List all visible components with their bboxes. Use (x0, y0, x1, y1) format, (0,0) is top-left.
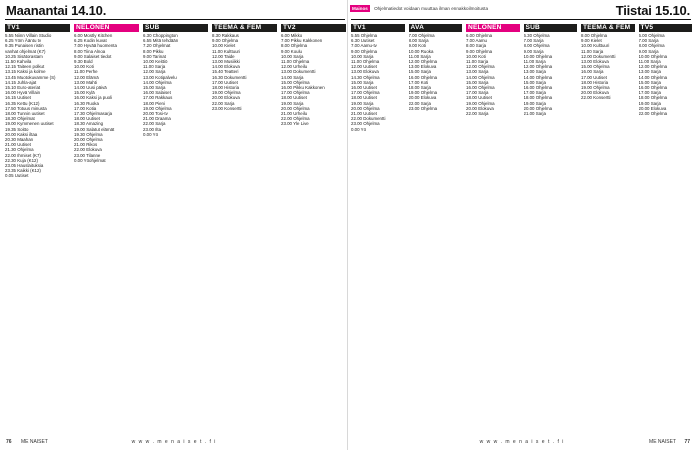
programme-listing: 13.00 Sarja (638, 69, 661, 75)
programme-listing: 8.00 Ohjelma (638, 43, 665, 49)
right-page-number: 77 (684, 439, 690, 445)
programme-listing: 9.00 Salaiset tiedot (74, 53, 112, 59)
programme-listing: 20.00 Ohjelma (523, 105, 553, 111)
listing-column (466, 22, 520, 434)
programme-listing: 11.50 Kahvila (5, 59, 32, 65)
programme-listing: 11.00 Ohjelma (351, 59, 380, 65)
channel-header: SUB (143, 24, 208, 32)
channel-header: TV2 (281, 24, 346, 32)
listing-column (524, 22, 578, 434)
programme-listing: 7.00 Pikku Kakkonen (281, 38, 323, 44)
programme-listing: 22.00 Sarja (466, 111, 489, 117)
programme-listing: 14.00 Uusi päivä (74, 85, 107, 91)
programme-listing: 18.00 Uutiset (281, 95, 307, 101)
ad-banner-text: Ohjelmatiedot voidaan muuttaa ilman ennakkoilmoitusta (374, 6, 488, 11)
programme-listing: 15.00 Sarja (638, 79, 661, 85)
programme-listing: 8.00 Ohjelma (523, 43, 550, 49)
programme-listing: 23.35 Kaikki (K12) (5, 168, 41, 174)
programme-listing: 14.15 Juhla-ajat (5, 79, 37, 85)
programme-listing: 8.00 Ohjelma (281, 43, 308, 49)
programme-listing: 13.00 Mahti (74, 79, 97, 85)
programme-listing: 7.00 Hyvää huomenta (74, 43, 117, 49)
programme-listing: 22.00 Konsertti (581, 95, 611, 101)
listing-column (639, 22, 693, 434)
programme-listing: 10.25 Sisätorastam (5, 53, 43, 59)
programme-listing: 18.00 Pieni (143, 100, 165, 106)
programme-listing: 19.00 Ohjelma (408, 90, 438, 96)
programme-listing: 13.00 Kotipalvelu (143, 74, 177, 80)
programme-listing: 17.00 Koti (408, 79, 429, 85)
programme-listing: vanhat ohjelmat (K7) (5, 48, 46, 54)
programme-listing: 10.00 Ohjelma (523, 53, 553, 59)
programme-listing: 15.00 Ohjelma (581, 64, 610, 70)
programme-listing: 6.25 Yöm Ääntu tv (5, 38, 42, 44)
programme-listing: 18.00 Uutiset (351, 95, 377, 101)
programme-listing: 19.00 Salatut elämät (74, 126, 115, 132)
programme-listing: 18.30 Ohjelmat (5, 116, 35, 122)
programme-listing: 17.00 Ohjelma (281, 90, 310, 96)
programme-listing: 7.20 Ohjelmat (143, 43, 171, 49)
programme-listing: 18.00 Ohjelma (638, 95, 668, 101)
programme-listing: 19.00 Sarja (638, 100, 661, 106)
programme-listing: 10.00 Ohjelma (638, 53, 668, 59)
programme-listing: 19.00 Sarja (351, 100, 374, 106)
programme-listing: 15.00 Ohjelma (281, 79, 310, 85)
listing-column (409, 22, 463, 434)
channel-header: TEEMA & FEM (212, 24, 277, 32)
programme-listing: 7.00 Aamu-tv (351, 43, 377, 49)
programme-listing: 19.00 Ohjelma (581, 85, 610, 91)
programme-listing: 13.15 Kaksi ja kolme (5, 69, 46, 75)
programme-listing: 9.00 Kielet (581, 38, 602, 44)
programme-listing: 19.00 Sarja (281, 100, 304, 106)
programme-listing: 8.00 Ohjelma (581, 33, 608, 38)
programme-listing: 20.00 Elokuva (212, 95, 240, 101)
programme-listing: 16.00 Ohjelma (523, 85, 553, 91)
programme-listing: 6.00 Mikko (281, 33, 303, 38)
programme-listing: 8.00 Pikku (143, 48, 164, 54)
right-columns (351, 22, 692, 434)
programme-listing: 21.00 Draama (143, 116, 171, 122)
programme-listing: 9.00 Sarja (638, 48, 659, 54)
listing-column (581, 22, 635, 434)
programme-listing: 12.00 Ohjelma (466, 64, 495, 70)
programme-listing: 16.35 Kettu (K12) (5, 100, 40, 106)
programme-listing: 5.55 Ohjelma (351, 33, 378, 38)
programme-listing: 17.00 Rakkaus (143, 95, 173, 101)
programme-listing: 13.00 Dokumentti (281, 69, 316, 75)
programme-listing: 17.00 Uutiset (212, 79, 238, 85)
programme-listing: 19.00 Ohjelma (466, 100, 495, 106)
programme-listing: 20.00 Elokuva (638, 105, 667, 111)
programme-listing: 6.00 Ohjelma (638, 33, 665, 38)
programme-listing: 17.00 Uutiset (581, 74, 607, 80)
programme-listing: 11.00 Sarja (638, 59, 661, 65)
programme-listing: 13.00 Musiikki (212, 59, 240, 65)
programme-listing: 20.00 Ohjelma (74, 137, 103, 143)
programme-listing: 9.00 Ohjelma (351, 48, 378, 54)
programme-listing: 10.00 Ruoka (408, 48, 434, 54)
channel-header: SUB (524, 24, 578, 32)
right-header-rule (351, 19, 691, 20)
programme-listing: 12.00 Taide (212, 53, 235, 59)
programme-listing: 23.05 Hauslaituksia (5, 163, 44, 169)
programme-listing: 16.00 Ohjelma (466, 85, 495, 91)
programme-listing: 19.00 Ohjelma (143, 105, 172, 111)
channel-header: TV1 (5, 24, 70, 32)
programme-listing: 8.30 Rakkaus (212, 33, 239, 38)
programme-listing: 22.00 Sarja (212, 100, 235, 106)
right-footer (354, 437, 690, 447)
programme-listing: 6.55 Mitä tehdään (143, 38, 179, 44)
programme-listing: 18.00 Uutiset (74, 116, 100, 122)
programme-listing: 17.00 Sarja (638, 90, 661, 96)
programme-listing: 20.00 Elokuva (581, 90, 609, 96)
programme-listing: 9.35 Punaisen ristin (5, 43, 44, 49)
programme-listing: 20.00 Ohjelma (351, 105, 380, 111)
programme-listing: 5.55 Niinn Villain Studio (5, 33, 52, 38)
programme-listing: 9.00 Ohjelma (212, 38, 239, 44)
programme-listing: 6.00 Ohjelma (466, 33, 493, 38)
programme-listing: 12.00 Sarja (143, 69, 166, 75)
programme-listing: 17.50 Totuus minusta (5, 105, 47, 111)
programme-listing: 6.30 Ohjelma (523, 33, 550, 38)
left-day-title: Maanantai 14.10. (6, 3, 107, 18)
left-header-rule (5, 19, 345, 20)
programme-listing: 18.00 Uutiset (466, 95, 492, 101)
left-publication: ME NAISET (20, 439, 48, 445)
programme-listing: 19.00 Ohjelma (212, 90, 241, 96)
programme-listing: 6.30 Uutiset (351, 38, 375, 44)
right-site[interactable]: w w w . m e n a i s e t . f i (479, 439, 565, 445)
programme-listing: 10.00 Kielet (212, 43, 236, 49)
programme-listing: 18.00 Sarja (408, 85, 431, 91)
programme-listing: 10.00 Koti (466, 53, 486, 59)
programme-listing: 11.00 Kulttuuri (212, 48, 240, 54)
programme-listing: 18.00 Ohjelma (523, 95, 553, 101)
programme-listing: 23.00 Tilanne (74, 152, 101, 158)
channel-header: TEEMA & FEM (581, 24, 635, 32)
left-footer (6, 437, 342, 447)
programme-listing: 16.00 Sarja (581, 69, 604, 75)
programme-listing: 22.00 Ihmiset (K7) (5, 152, 41, 158)
programme-listing: 17.00 Sarja (466, 90, 489, 96)
programme-listing: 21.00 Rikos (74, 142, 98, 148)
programme-listing: 14.00 Sarja (281, 74, 304, 80)
programme-listing: 22.00 Sarja (408, 100, 431, 106)
programme-listing: 7.00 Sarja (523, 38, 544, 44)
programme-listing: 7.00 Sarja (638, 38, 659, 44)
programme-listing: 21.30 Ohjelma (5, 147, 34, 153)
programme-listing: 12.00 Ohjelma (408, 59, 438, 65)
programme-listing: 14.00 Ohjelma (466, 74, 495, 80)
right-publication: ME NAISET (649, 439, 676, 445)
programme-listing: 20.00 Kaksi iltaa (5, 131, 38, 137)
programme-listing: 18.30 Amazing (74, 121, 104, 127)
programme-listing: 20.00 Elokuva (408, 95, 437, 101)
programme-listing: 11.00 Sarja (523, 59, 546, 65)
ad-banner (350, 4, 590, 13)
left-site[interactable]: w w w . m e n a i s e t . f i (131, 439, 217, 445)
programme-listing: 9.00 Sarja (523, 48, 544, 54)
programme-listing: 9.00 Koulu (281, 48, 302, 54)
programme-listing: 16.30 Ruoka (74, 100, 99, 106)
programme-listing: 11.00 Sarja (581, 48, 604, 54)
programme-listing: 8.00 Tiina Alnoa (74, 48, 106, 54)
listing-column (5, 22, 70, 434)
left-columns (5, 22, 346, 434)
programme-listing: 0.00 Yö (351, 126, 367, 132)
programme-listing: 14.00 Ohjelma (523, 74, 553, 80)
programme-listing: 9.00 Ohjelma (466, 48, 493, 54)
right-page (348, 0, 696, 450)
programme-listing: 17.00 Kotia (74, 105, 97, 111)
channel-header: TV5 (639, 24, 693, 32)
programme-listing: 22.30 Kuja (K12) (5, 157, 38, 163)
programme-listing: 17.30 Ohjelmasarja (74, 111, 113, 117)
programme-listing: 13.00 Sarja (523, 69, 546, 75)
programme-listing: 16.00 Ohjelma (638, 85, 668, 91)
programme-listing: 18.00 Historia (212, 85, 240, 91)
programme-listing: 23.00 Yle Live (281, 121, 309, 127)
programme-listing: 12.00 Urheilu (281, 64, 308, 70)
listing-column (143, 22, 208, 434)
programme-listing: 21.00 Urheilu (281, 111, 308, 117)
programme-listing: 0.00 Yöohjelmat (74, 157, 106, 163)
left-page-number: 76 (6, 439, 12, 445)
programme-listing: 16.00 Salaiset (143, 90, 171, 96)
programme-listing: 7.00 Ohjelma (408, 33, 435, 38)
programme-listing: 20.30 Maahan (5, 137, 34, 143)
programme-listing: 16.00 Pikku Kakkonen (281, 85, 325, 91)
programme-listing: 15.10 Euro-ateriat (5, 85, 41, 91)
programme-listing: 20.00 Ohjelma (281, 105, 310, 111)
programme-listing: 22.00 Elokuva (74, 147, 102, 153)
programme-listing: 19.35 Soitto (5, 126, 29, 132)
programme-listing: 17.00 Sarja (523, 90, 546, 96)
programme-listing: 23.00 Ohjelma (408, 105, 438, 111)
programme-listing: 14.00 Ohjelma (143, 79, 172, 85)
listing-column (212, 22, 277, 434)
programme-listing: 15.00 Sarja (523, 79, 546, 85)
programme-listing: 14.00 Ohjelma (638, 74, 668, 80)
programme-listing: 18.00 Historia (581, 79, 609, 85)
right-day-title: Tiistai 15.10. (615, 3, 690, 18)
programme-listing: 21.00 Uutiset (351, 111, 377, 117)
programme-listing: 9.30 Bold (74, 59, 93, 65)
programme-listing: 10.00 Sarja (351, 53, 374, 59)
programme-listing: 12.00 Ohjelma (523, 64, 553, 70)
programme-listing: 16.15 Uutiset (5, 95, 31, 101)
programme-listing: 12.00 Dokumentti (581, 53, 616, 59)
programme-listing: 0.05 Uutiset (5, 173, 29, 179)
programme-listing: 12.00 Elämä (74, 74, 99, 80)
programme-listing: 8.00 Sarja (408, 38, 429, 44)
programme-listing: 12.15 Taiteen polkut (5, 64, 45, 70)
programme-listing: 15.00 Sarja (466, 79, 489, 85)
programme-listing: 11.00 Sarja (466, 59, 489, 65)
programme-listing: 17.00 Ohjelma (351, 90, 380, 96)
programme-listing: 14.30 Ohjelma (351, 74, 380, 80)
programme-listing: 20.00 Tosi-tv (143, 111, 168, 117)
programme-listing: 11.00 Ohjelma (281, 59, 310, 65)
programme-listing: 23.00 Ilta (143, 126, 162, 132)
programme-listing: 16.30 Dokumentti (212, 74, 247, 80)
programme-listing: 22.00 Ohjelma (638, 111, 668, 117)
listing-column (74, 22, 139, 434)
programme-listing: 10.00 Koti (74, 64, 94, 70)
programme-listing: 22.00 Ohjelma (281, 116, 310, 122)
programme-listing: 9.00 Tarinat (143, 53, 166, 59)
programme-listing: 15.00 Kylä (74, 90, 95, 96)
programme-listing: 16.00 Kaksi ja puoli (74, 95, 113, 101)
channel-header: NELONEN (466, 24, 520, 32)
programme-listing: 12.00 Uutiset (351, 64, 377, 70)
programme-listing: 19.00 Sarja (523, 100, 546, 106)
programme-listing: 15.00 Sarja (351, 79, 374, 85)
channel-header: AVA (409, 24, 463, 32)
programme-listing: 13.00 Elokuva (351, 69, 379, 75)
channel-header: TV1 (351, 24, 405, 32)
programme-listing: 13.00 Elokuva (581, 59, 609, 65)
programme-listing: 21.00 Uutiset (5, 142, 31, 148)
programme-listing: 16.00 Uutiset (351, 85, 377, 91)
programme-listing: 15.40 Teatteri (212, 69, 239, 75)
programme-listing: 11.00 Sarja (143, 64, 166, 70)
listing-column (281, 22, 346, 434)
programme-listing: 0.00 Yö (143, 131, 159, 137)
programme-listing: 8.00 Sarja (466, 43, 487, 49)
programme-listing: 7.00 Aamu (466, 38, 487, 44)
programme-listing: 15.00 Sarja (408, 69, 431, 75)
programme-listing: 11.00 Sarja (408, 53, 431, 59)
programme-listing: 6.00 Mostly Kitchen (74, 33, 113, 38)
programme-listing: 16.00 Hyvä Villain (5, 90, 41, 96)
programme-listing: 11.00 Perhe (74, 69, 98, 75)
ad-badge: Mainos (352, 6, 368, 12)
programme-listing: 18.00 Tunnin uutiset (5, 111, 45, 117)
programme-listing: 23.00 Konsertti (212, 105, 242, 111)
programme-listing: 12.00 Ohjelma (638, 64, 668, 70)
programme-listing: 14.00 Elokuva (212, 64, 240, 70)
programme-listing: 21.00 Sarja (523, 111, 546, 117)
programme-listing: 22.00 Dokumentti (351, 116, 386, 122)
programme-listing: 13.00 Sarja (466, 69, 489, 75)
programme-listing: 19.00 Kymmenen uutiset (5, 121, 54, 127)
programme-listing: 10.00 Kulttuuri (581, 43, 610, 49)
programme-listing: 19.30 Ohjelma (74, 131, 103, 137)
programme-listing: 13.45 Muotokuvamme (S) (5, 74, 56, 80)
programme-listing: 10.00 Keittiö (143, 59, 168, 65)
listing-column (351, 22, 405, 434)
programme-listing: 13.00 Elokuva (408, 64, 437, 70)
programme-listing: 10.00 Sarja (281, 53, 304, 59)
programme-listing: 15.00 Sarja (143, 85, 166, 91)
programme-listing: 9.00 Koti (408, 43, 426, 49)
programme-listing: 16.00 Ohjelma (408, 74, 438, 80)
programme-listing: 22.00 Sarja (143, 121, 166, 127)
programme-listing: 20.00 Elokuva (466, 105, 494, 111)
programme-listing: 23.00 Ohjelma (351, 121, 380, 127)
programme-listing: 6.25 Kodin kuvat (74, 38, 107, 44)
channel-header: NELONEN (74, 24, 139, 32)
programme-listing: 6.30 Choppington (143, 33, 178, 38)
